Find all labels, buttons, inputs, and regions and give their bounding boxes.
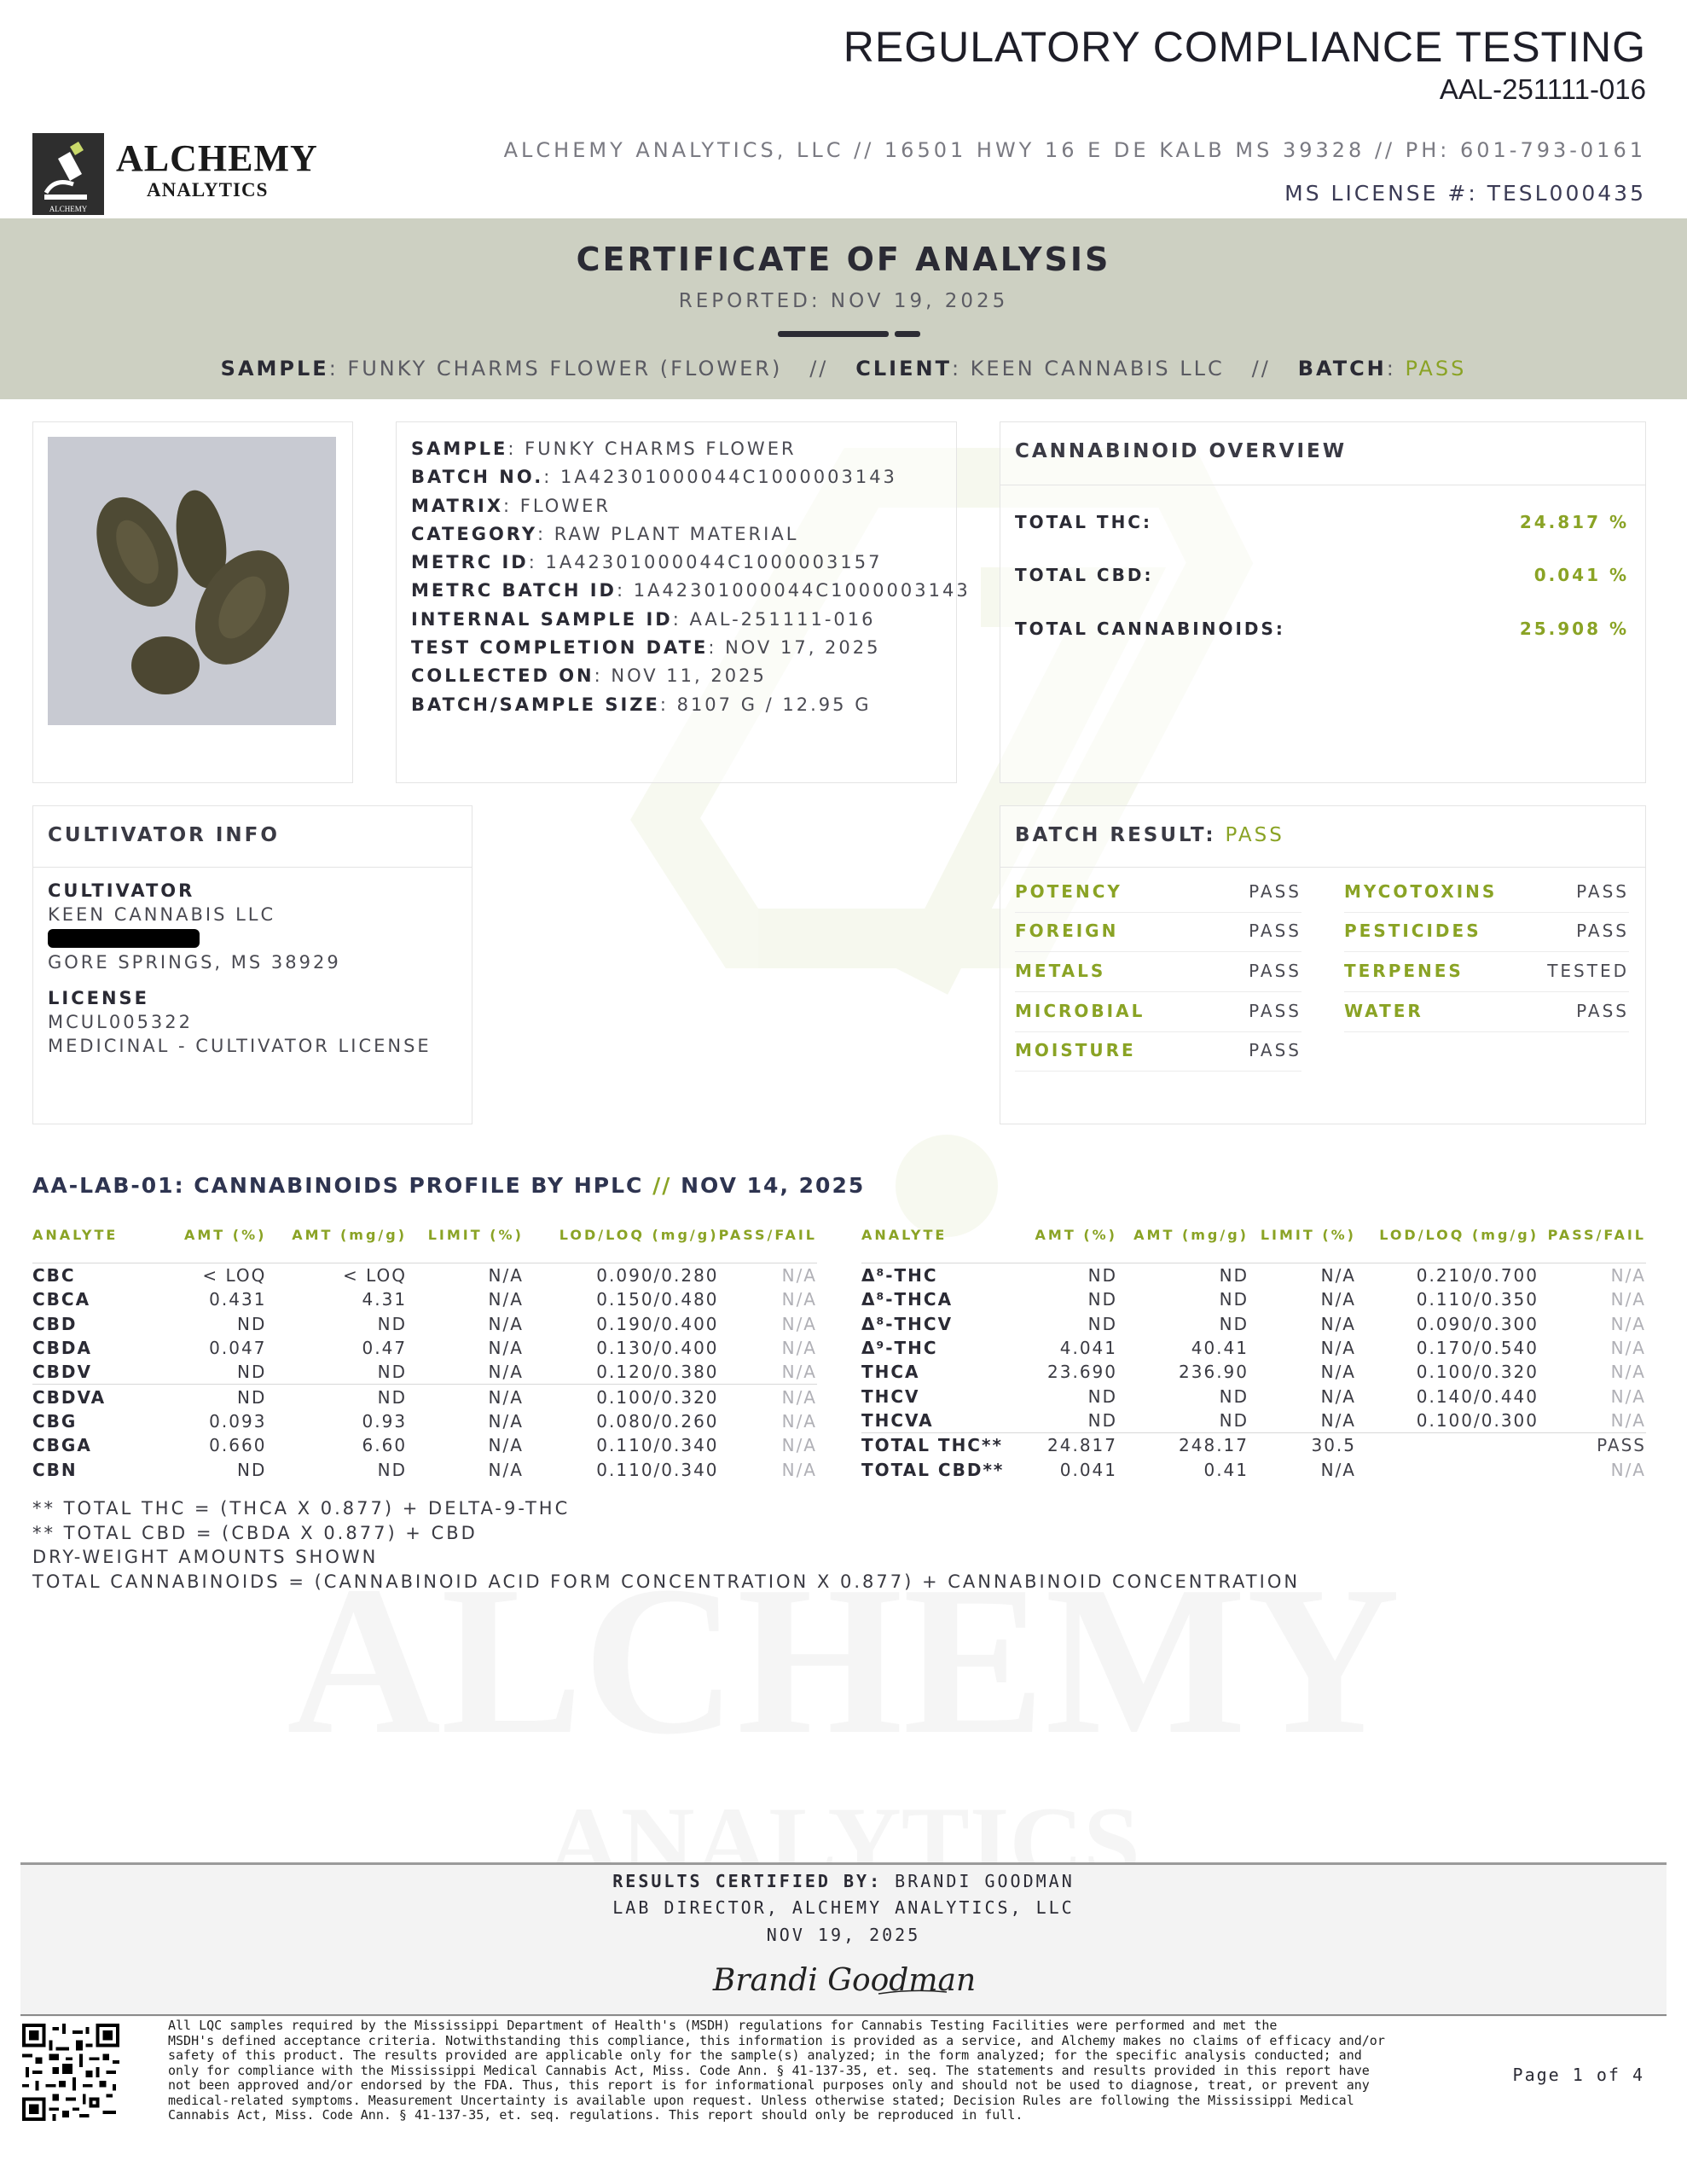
table-row	[861, 1433, 1646, 1458]
col-analyte: ANALYTE	[861, 1227, 948, 1243]
limit-cell: N/A	[488, 1289, 524, 1310]
result-moisture: MOISTURE PASS	[1015, 1031, 1301, 1072]
pass-fail-cell: N/A	[1610, 1459, 1646, 1480]
cultivator-label: CULTIVATOR	[48, 880, 195, 901]
limit-cell: N/A	[488, 1362, 524, 1383]
analyte-cell: Δ⁹-THC	[861, 1338, 938, 1359]
analyte-cell: Δ⁸-THCV	[861, 1313, 954, 1334]
result-pesticides: PESTICIDES PASS	[1344, 912, 1629, 952]
lod-loq-cell	[1356, 1457, 1539, 1481]
divider	[32, 867, 472, 868]
limit-cell: N/A	[1320, 1459, 1356, 1480]
amt-mg-cell: 6.60	[362, 1435, 408, 1456]
note-total-cannabinoids: TOTAL CANNABINOIDS = (CANNABINOID ACID FORM CONCENTRATION X 0.877) + CANNABINOID CONCENTRATION	[32, 1571, 1301, 1592]
analyte-cell: TOTAL THC**	[861, 1433, 1006, 1458]
summary-line: SAMPLE: FUNKY CHARMS FLOWER (FLOWER) // CLIENT: KEEN CANNABIS LLC // BATCH: PASS	[220, 357, 1467, 380]
col-limit: LIMIT (%)	[427, 1227, 524, 1243]
table-row	[861, 1287, 1646, 1311]
divider	[1000, 867, 1646, 868]
overview-title: CANNABINOID OVERVIEW	[1015, 440, 1348, 462]
table-row	[861, 1263, 1646, 1288]
pass-fail-cell: N/A	[781, 1289, 817, 1310]
limit-cell: N/A	[488, 1435, 524, 1456]
lod-loq-cell: 0.090/0.280	[596, 1265, 719, 1287]
amt-pct-cell: 0.431	[209, 1289, 267, 1310]
sample-photo	[48, 437, 336, 725]
analyte-cell: CBC	[32, 1265, 76, 1287]
col-pass-fail: PASS/FAIL	[1547, 1227, 1646, 1243]
pass-fail-cell: N/A	[1610, 1265, 1646, 1287]
amt-pct-cell: ND	[143, 1385, 267, 1409]
amt-pct-cell: ND	[1087, 1409, 1117, 1431]
amt-mg-cell: 0.93	[362, 1410, 408, 1432]
client-value: : KEEN CANNABIS LLC	[951, 357, 1225, 380]
table-row	[861, 1312, 1646, 1336]
table-row	[32, 1457, 817, 1481]
reported-date: REPORTED: NOV 19, 2025	[678, 290, 1009, 312]
analyte-cell: CBCA	[32, 1289, 91, 1310]
lod-loq-cell: 0.080/0.260	[596, 1410, 719, 1432]
logo-subtitle: ANALYTICS	[147, 179, 269, 200]
disclaimer-text: All LQC samples required by the Mississippi Department of Health's (MSDH) regulations for Cannabis Testing Facilities were performed and met the MSDH's defined acceptance criteria. Notwithstanding this compliance, this information is provided as a service, and Alchemy makes no claims of efficacy and/or safety of this product. The results provided are applicable only for the sample(s) analyzed; in the form analyzed; for the specific analysis conducted; and only for compliance with the Mississippi Medical Cannabis Act, Miss. Code Ann. § 41-137-35, et. seq. The statements and results provided in this report have not been approved and/or endorsed by the FDA. Thus, this report is for informational purposes only and should not be used to diagnose, treat, or prevent any medical-related symptoms. Measurement Uncertainty is available upon request. Unless otherwise stated; Decision Rules are following the Mississippi Medical Cannabis Act, Miss. Code Ann. § 41-137-35, et. seq. regulations. This report should only be reproduced in full.	[168, 2018, 1385, 2123]
analyte-cell: CBDVA	[32, 1385, 143, 1409]
lod-loq-cell: 0.090/0.300	[1416, 1313, 1539, 1334]
sample-value: : FUNKY CHARMS FLOWER (FLOWER)	[328, 357, 783, 380]
signature-text: Brandi Goodman	[712, 1963, 977, 1998]
amt-mg-cell: 248.17	[1117, 1433, 1249, 1458]
limit-cell: N/A	[488, 1338, 524, 1359]
info-row-collected-on: COLLECTED ON: NOV 11, 2025	[411, 665, 767, 687]
col-lod-loq: LOD/LOQ (mg/g)	[559, 1227, 719, 1243]
svg-text:ALCHEMY: ALCHEMY	[49, 205, 88, 213]
report-type-title: REGULATORY COMPLIANCE TESTING	[843, 23, 1646, 71]
info-row-category: CATEGORY: RAW PLANT MATERIAL	[411, 523, 799, 544]
lod-loq-cell: 0.150/0.480	[596, 1289, 719, 1310]
info-row-matrix: MATRIX: FLOWER	[411, 495, 611, 516]
amt-mg-cell: ND	[1219, 1313, 1249, 1334]
analyte-cell: CBD	[32, 1313, 78, 1334]
amt-mg-cell: < LOQ	[343, 1265, 408, 1287]
amt-pct-cell: ND	[1087, 1265, 1117, 1287]
client-label: CLIENT	[855, 357, 952, 380]
microscope-logo-icon	[32, 133, 104, 215]
pass-fail-cell: N/A	[719, 1385, 817, 1409]
cultivator-details	[48, 879, 432, 1058]
result-water: WATER PASS	[1344, 992, 1629, 1032]
amt-mg-cell: ND	[266, 1385, 407, 1409]
overview-total-thc: TOTAL THC: 24.817 %	[1015, 512, 1629, 532]
limit-cell: N/A	[1320, 1385, 1356, 1407]
cannabinoid-profile-title: AA-LAB-01: CANNABINOIDS PROFILE BY HPLC // NOV 14, 2025	[32, 1173, 866, 1198]
col-amt-pct: AMT (%)	[183, 1227, 267, 1243]
analyte-cell: CBDV	[32, 1362, 93, 1383]
cultivator-name: KEEN CANNABIS LLC	[48, 904, 276, 925]
limit-cell: N/A	[1320, 1265, 1356, 1287]
amt-pct-cell: ND	[237, 1313, 267, 1334]
batch-label: BATCH	[1297, 357, 1387, 380]
amt-mg-cell: ND	[1219, 1265, 1249, 1287]
info-row-internal-id: INTERNAL SAMPLE ID: AAL-251111-016	[411, 608, 876, 630]
limit-cell: N/A	[407, 1385, 524, 1409]
amt-pct-cell: 0.047	[209, 1338, 267, 1359]
amt-pct-cell: ND	[237, 1362, 267, 1383]
batch-status: PASS	[1405, 357, 1467, 380]
pass-fail-cell: N/A	[1610, 1338, 1646, 1359]
sample-info-list	[411, 435, 971, 719]
pass-fail-cell: PASS	[1539, 1433, 1646, 1458]
analyte-cell: THCV	[861, 1385, 920, 1407]
table-row	[32, 1336, 817, 1360]
lod-loq-cell: 0.190/0.400	[596, 1313, 719, 1334]
amt-mg-cell: ND	[1219, 1409, 1249, 1431]
page-number: Page 1 of 4	[1512, 2065, 1644, 2085]
cannabinoid-table-right	[861, 1220, 1646, 1482]
table-row	[861, 1409, 1646, 1433]
table-row	[32, 1312, 817, 1336]
amt-mg-cell: 236.90	[1179, 1362, 1249, 1383]
analyte-cell: THCA	[861, 1362, 920, 1383]
amt-mg-cell: ND	[377, 1459, 408, 1480]
logo-name: ALCHEMY	[116, 137, 318, 179]
redacted-address	[48, 929, 200, 948]
pass-fail-cell: N/A	[781, 1313, 817, 1334]
certification-date: NOV 19, 2025	[766, 1925, 921, 1945]
overview-total-cbd: TOTAL CBD: 0.041 %	[1015, 565, 1629, 585]
table-row	[861, 1360, 1646, 1384]
col-amt-pct: AMT (%)	[1035, 1227, 1117, 1243]
divider-bar	[778, 331, 889, 337]
limit-cell: 30.5	[1249, 1433, 1356, 1458]
amt-mg-cell: 4.31	[362, 1289, 408, 1310]
table-row	[32, 1409, 817, 1433]
limit-cell: N/A	[1320, 1338, 1356, 1359]
limit-cell: N/A	[1320, 1289, 1356, 1310]
limit-cell: N/A	[488, 1265, 524, 1287]
pass-fail-cell: N/A	[1610, 1362, 1646, 1383]
pass-fail-cell: N/A	[1610, 1409, 1646, 1431]
col-amt-mg: AMT (mg/g)	[1133, 1227, 1249, 1243]
note-total-cbd: ** TOTAL CBD = (CBDA X 0.877) + CBD	[32, 1522, 478, 1543]
lod-loq-cell	[1356, 1433, 1539, 1458]
table-row	[32, 1433, 817, 1457]
lab-license: MS LICENSE #: TESL000435	[1284, 181, 1646, 206]
lod-loq-cell: 0.120/0.380	[596, 1362, 719, 1383]
amt-pct-cell: 0.041	[1059, 1459, 1117, 1480]
table-row	[861, 1384, 1646, 1408]
result-microbial: MICROBIAL PASS	[1015, 992, 1301, 1032]
amt-mg-cell: ND	[377, 1362, 408, 1383]
lod-loq-cell: 0.110/0.350	[1416, 1289, 1539, 1310]
amt-pct-cell: 24.817	[1006, 1433, 1117, 1458]
analyte-cell: TOTAL CBD**	[861, 1459, 1005, 1480]
pass-fail-cell: N/A	[781, 1459, 817, 1480]
analyte-cell: CBN	[32, 1459, 78, 1480]
info-row-batch-no: BATCH NO.: 1A42301000044C1000003143	[411, 467, 897, 488]
col-limit: LIMIT (%)	[1260, 1227, 1356, 1243]
result-metals: METALS PASS	[1015, 952, 1301, 992]
report-id: AAL-251111-016	[1439, 73, 1646, 105]
divider-bar-small	[895, 331, 920, 337]
amt-pct-cell: 0.660	[209, 1435, 267, 1456]
amt-mg-cell: ND	[1219, 1289, 1249, 1310]
table-row	[861, 1457, 1646, 1481]
info-row-sample: SAMPLE: FUNKY CHARMS FLOWER	[411, 439, 797, 459]
amt-pct-cell: < LOQ	[202, 1265, 267, 1287]
lod-loq-cell: 0.170/0.540	[1416, 1338, 1539, 1359]
certificate-title: CERTIFICATE OF ANALYSIS	[576, 241, 1111, 278]
amt-pct-cell: 4.041	[1059, 1338, 1117, 1359]
license-type: MEDICINAL - CULTIVATOR LICENSE	[48, 1036, 432, 1056]
pass-fail-cell: N/A	[1610, 1313, 1646, 1334]
batch-result-title: BATCH RESULT: PASS	[1015, 824, 1284, 846]
amt-mg-cell: 0.41	[1203, 1459, 1249, 1480]
table-row	[32, 1287, 817, 1311]
col-analyte: ANALYTE	[32, 1227, 119, 1243]
result-terpenes: TERPENES TESTED	[1344, 952, 1629, 992]
lod-loq-cell: 0.110/0.340	[596, 1459, 719, 1480]
sample-label: SAMPLE	[220, 357, 329, 380]
amt-pct-cell: ND	[1087, 1313, 1117, 1334]
lod-loq-cell: 0.100/0.300	[1416, 1409, 1539, 1431]
limit-cell: N/A	[1320, 1313, 1356, 1334]
analyte-cell: Δ⁸-THC	[861, 1265, 938, 1287]
pass-fail-cell: N/A	[781, 1265, 817, 1287]
col-pass-fail: PASS/FAIL	[718, 1227, 817, 1243]
qr-code-icon[interactable]	[22, 2024, 119, 2121]
lab-address: ALCHEMY ANALYTICS, LLC // 16501 HWY 16 E DE KALB MS 39328 // PH: 601-793-0161	[503, 138, 1646, 162]
pass-fail-cell: N/A	[781, 1362, 817, 1383]
note-dry-weight: DRY-WEIGHT AMOUNTS SHOWN	[32, 1547, 379, 1567]
limit-cell: N/A	[1320, 1362, 1356, 1383]
limit-cell: N/A	[488, 1313, 524, 1334]
footer-divider	[20, 2014, 1667, 2016]
cultivator-title: CULTIVATOR INFO	[48, 824, 280, 846]
amt-pct-cell: ND	[1087, 1385, 1117, 1407]
col-amt-mg: AMT (mg/g)	[292, 1227, 408, 1243]
lod-loq-cell: 0.210/0.700	[1416, 1265, 1539, 1287]
note-total-thc: ** TOTAL THC = (THCA X 0.877) + DELTA-9-THC	[32, 1498, 571, 1519]
limit-cell: N/A	[488, 1410, 524, 1432]
pass-fail-cell: N/A	[781, 1410, 817, 1432]
pass-fail-cell: N/A	[1610, 1289, 1646, 1310]
amt-mg-cell: 0.47	[362, 1338, 408, 1359]
amt-pct-cell: ND	[1087, 1289, 1117, 1310]
cannabinoid-overview-card	[1000, 421, 1646, 783]
cannabinoid-table-left	[32, 1220, 817, 1482]
amt-mg-cell: ND	[1219, 1385, 1249, 1407]
table-row	[861, 1336, 1646, 1360]
calculation-notes	[32, 1496, 1300, 1594]
certified-by-line: RESULTS CERTIFIED BY: BRANDI GOODMAN	[612, 1871, 1075, 1891]
table-row	[32, 1360, 817, 1385]
signature	[682, 1949, 1006, 2009]
certifier-title: LAB DIRECTOR, ALCHEMY ANALYTICS, LLC	[612, 1897, 1075, 1918]
lod-loq-cell: 0.100/0.320	[1416, 1362, 1539, 1383]
analyte-cell: CBG	[32, 1410, 78, 1432]
analyte-cell: THCVA	[861, 1409, 934, 1431]
pass-fail-cell: N/A	[781, 1338, 817, 1359]
separator: //	[1251, 357, 1271, 380]
info-row-metrc-id: METRC ID: 1A42301000044C1000003157	[411, 552, 883, 573]
info-row-batch-size: BATCH/SAMPLE SIZE: 8107 G / 12.95 G	[411, 694, 872, 715]
lod-loq-cell: 0.110/0.340	[596, 1435, 719, 1456]
table-row	[32, 1263, 817, 1288]
amt-mg-cell: ND	[377, 1313, 408, 1334]
info-row-metrc-batch-id: METRC BATCH ID: 1A42301000044C1000003143	[411, 580, 971, 601]
result-foreign: FOREIGN PASS	[1015, 912, 1301, 952]
analyte-cell: Δ⁸-THCA	[861, 1289, 954, 1310]
table-row	[32, 1385, 817, 1409]
amt-pct-cell: ND	[237, 1459, 267, 1480]
pass-fail-cell: N/A	[1610, 1385, 1646, 1407]
info-row-completion-date: TEST COMPLETION DATE: NOV 17, 2025	[411, 637, 881, 659]
separator: //	[809, 357, 829, 380]
license-label: LICENSE	[48, 988, 149, 1008]
lod-loq-cell: 0.100/0.320	[524, 1385, 719, 1409]
limit-cell: N/A	[1320, 1409, 1356, 1431]
result-mycotoxins: MYCOTOXINS PASS	[1344, 873, 1629, 913]
lod-loq-cell: 0.130/0.400	[596, 1338, 719, 1359]
overview-total-cannabinoids: TOTAL CANNABINOIDS: 25.908 %	[1015, 619, 1629, 639]
license-number: MCUL005322	[48, 1012, 194, 1032]
amt-pct-cell: 23.690	[1047, 1362, 1117, 1383]
limit-cell: N/A	[488, 1459, 524, 1480]
analyte-cell: CBDA	[32, 1338, 93, 1359]
col-lod-loq: LOD/LOQ (mg/g)	[1379, 1227, 1539, 1243]
batch-result-status: PASS	[1225, 824, 1284, 846]
result-potency: POTENCY PASS	[1015, 873, 1301, 913]
amt-pct-cell: 0.093	[209, 1410, 267, 1432]
cultivator-city: GORE SPRINGS, MS 38929	[48, 952, 341, 973]
lod-loq-cell: 0.140/0.440	[1416, 1385, 1539, 1407]
amt-mg-cell: 40.41	[1191, 1338, 1249, 1359]
pass-fail-cell: N/A	[781, 1435, 817, 1456]
analyte-cell: CBGA	[32, 1435, 92, 1456]
